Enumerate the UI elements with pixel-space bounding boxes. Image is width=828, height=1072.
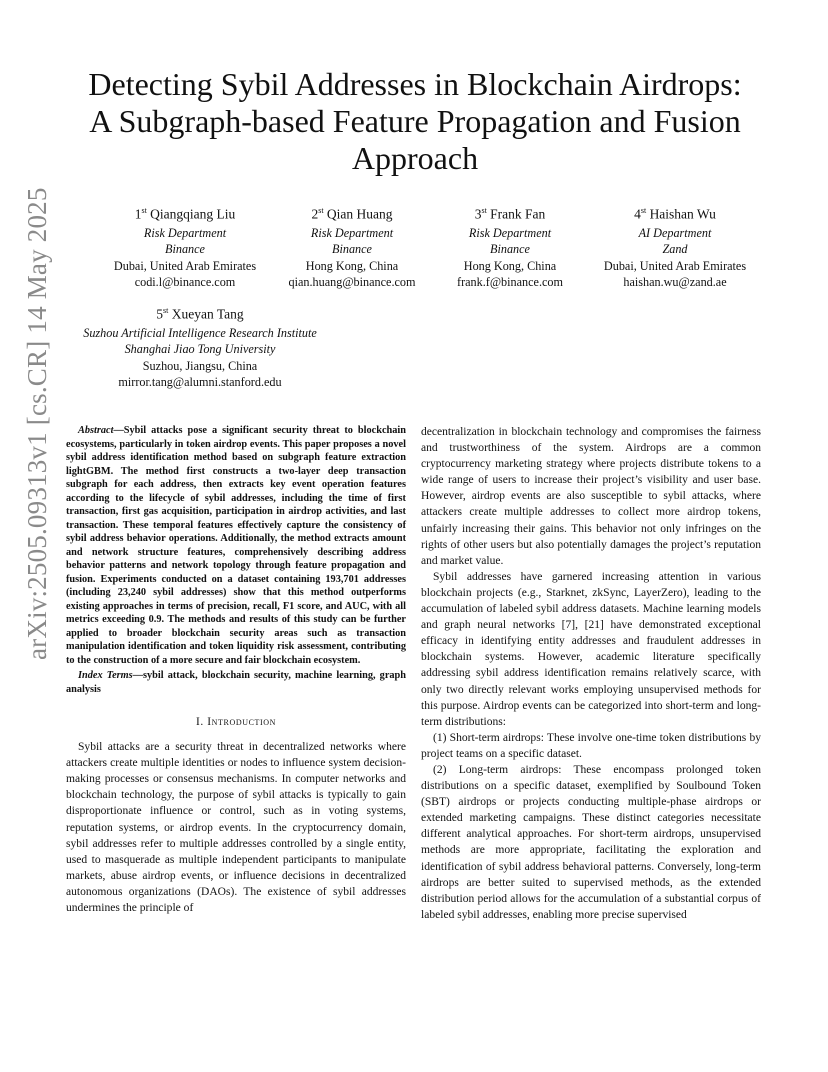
- author-name: 2st Qian Huang: [311, 206, 393, 222]
- section-heading-introduction: I. Introduction: [195, 716, 277, 728]
- author-name: 4st Haishan Wu: [634, 206, 716, 222]
- author-department: AI Department: [638, 225, 712, 240]
- title-line: Approach: [351, 140, 479, 176]
- author-block-1: [100, 202, 270, 291]
- author-location: Hong Kong, China: [463, 258, 557, 273]
- author-location: Suzhou, Jiangsu, China: [142, 358, 258, 373]
- index-terms-text: —sybil attack, blockchain security, machine learning, graph analysis: [66, 670, 406, 695]
- author-location: Dubai, United Arab Emirates: [113, 258, 257, 273]
- author-department: Risk Department: [468, 225, 552, 240]
- author-department: Risk Department: [143, 225, 227, 240]
- body-paragraph: Sybil addresses have garnered increasing attention in various blockchain projects (e.g., Starknet, zkSync, LayerZero), leading to the accumulation of labeled sybil address datasets. Machine learning models and graph neural networks [7], [21] have demonstrated exceptional efficacy in identifying entity addresses and fraudulent addresses in blockchain systems. However, academic literature specifically addressing sybil address identification remains relatively scarce, with only two directly relevant works employing unsupervised methods for this purpose. Airdrop events can be categorized into short-term and long-term distributions:: [421, 570, 761, 728]
- title-line: A Subgraph-based Feature Propagation and Fusion: [89, 103, 741, 139]
- author-organization: Zand: [662, 242, 688, 257]
- author-location: Hong Kong, China: [305, 258, 399, 273]
- author-email: qian.huang@binance.com: [288, 275, 416, 290]
- body-paragraph: (2) Long-term airdrops: These encompass prolonged token distributions on a specific dataset, exemplified by Soulbound Token (SBT) airdrops or projects conducting multiple-phase airdrops or extended marketing campaigns. These distinct categories necessitate different analytical approaches. For short-term airdrops, unsupervised methods are more appropriate, facilitating the exploration and identification of sybil address behavioral patterns. Conversely, long-term airdrops are better suited to supervised methods, as the extended distribution period allows for the accumulation of a substantial corpus of labeled sybil addresses, enabling more precise supervised: [421, 763, 761, 921]
- body-paragraph: (1) Short-term airdrops: These involve one-time token distributions by project teams on a specific dataset.: [421, 731, 761, 760]
- author-organization: Binance: [490, 242, 530, 257]
- author-organization: Binance: [332, 242, 372, 257]
- abstract: [66, 424, 406, 667]
- arxiv-identifier-stamp: arXiv:2505.09313v1 [cs.CR] 14 May 2025: [22, 187, 52, 660]
- author-organization: Binance: [165, 242, 205, 257]
- author-block-4: [590, 202, 760, 291]
- author-email: codi.l@binance.com: [134, 275, 236, 290]
- author-organization: Shanghai Jiao Tong University: [124, 342, 276, 357]
- author-name: 5st Xueyan Tang: [156, 306, 244, 322]
- abstract-lead: Abstract: [78, 425, 114, 436]
- body-paragraph: Sybil attacks are a security threat in decentralized networks where attackers create multiple identities or nodes to influence system decision-making processes or consensus mechanisms. In computer networks and blockchain technology, the purpose of sybil attacks is typically to gain disproportionate influence or control, such as in voting systems, reputation systems, or airdrop events. In the cryptocurrency domain, sybil addresses refer to multiple addresses controlled by a single entity, used to masquerade as multiple independent participants to manipulate markets, abuse airdrop events, or influence decisions in decentralized autonomous organizations (DAOs). The existence of sybil addresses undermines the principle of: [66, 741, 406, 915]
- abstract-text: —Sybil attacks pose a significant security threat to blockchain ecosystems, particularly in token airdrop events. This paper proposes a novel sybil address identification method based on subgraph feature extraction lightGBM. The method first constructs a two-layer deep transaction subgraph for each address, then extracts key event operation features according to the lifecycle of sybil addresses, including the time of first transaction, first gas acquisition, participation in airdrop activities, and last transaction. These temporal features effectively capture the consistency of sybil address behavior operations. Additionally, the method extracts amount and network structure features, comprehensively describing address behavior patterns and network topology through feature propagation and fusion. Experiments conducted on a dataset containing 193,701 addresses (including 23,240 sybil addresses) show that this method outperforms existing approaches in terms of precision, recall, F1 score, and AUC, with all metrics exceeding 0.9. The methods and results of this study can be further applied to broader blockchain security areas such as transaction manipulation identification and token liquidity risk assessment, contributing to the construction of a more secure and fair blockchain ecosystem.: [66, 425, 406, 666]
- author-email: haishan.wu@zand.ae: [623, 275, 727, 290]
- title-line: Detecting Sybil Addresses in Blockchain Airdrops:: [88, 66, 742, 102]
- right-column: [421, 424, 761, 923]
- index-terms: [66, 669, 406, 696]
- author-department: Risk Department: [310, 225, 394, 240]
- author-email: frank.f@binance.com: [457, 275, 563, 290]
- author-name: 1st Qiangqiang Liu: [134, 206, 236, 222]
- author-department: Suzhou Artificial Intelligence Research Institute: [83, 325, 317, 340]
- index-terms-lead: Index Terms: [78, 670, 133, 681]
- author-location: Dubai, United Arab Emirates: [603, 258, 747, 273]
- author-block-2: [277, 202, 427, 291]
- author-block-5: [60, 302, 340, 391]
- author-block-3: [440, 202, 580, 291]
- left-column: [66, 424, 406, 916]
- paper-title: [60, 66, 770, 177]
- body-paragraph: decentralization in blockchain technology and compromises the fairness and trustworthiness of the system. Airdrops are a common cryptocurrency marketing strategy where projects distribute tokens to a wide range of users to increase their project’s visibility and user base. However, airdrop events are also susceptible to sybil attacks, where attackers create multiple addresses to collect more airdrop tokens, unfairly increasing their gains. This behavior not only infringes on the rights of other users but also potentially damages the project’s reputation and market value.: [421, 426, 761, 567]
- author-name: 3st Frank Fan: [474, 206, 546, 222]
- author-email: mirror.tang@alumni.stanford.edu: [118, 375, 282, 390]
